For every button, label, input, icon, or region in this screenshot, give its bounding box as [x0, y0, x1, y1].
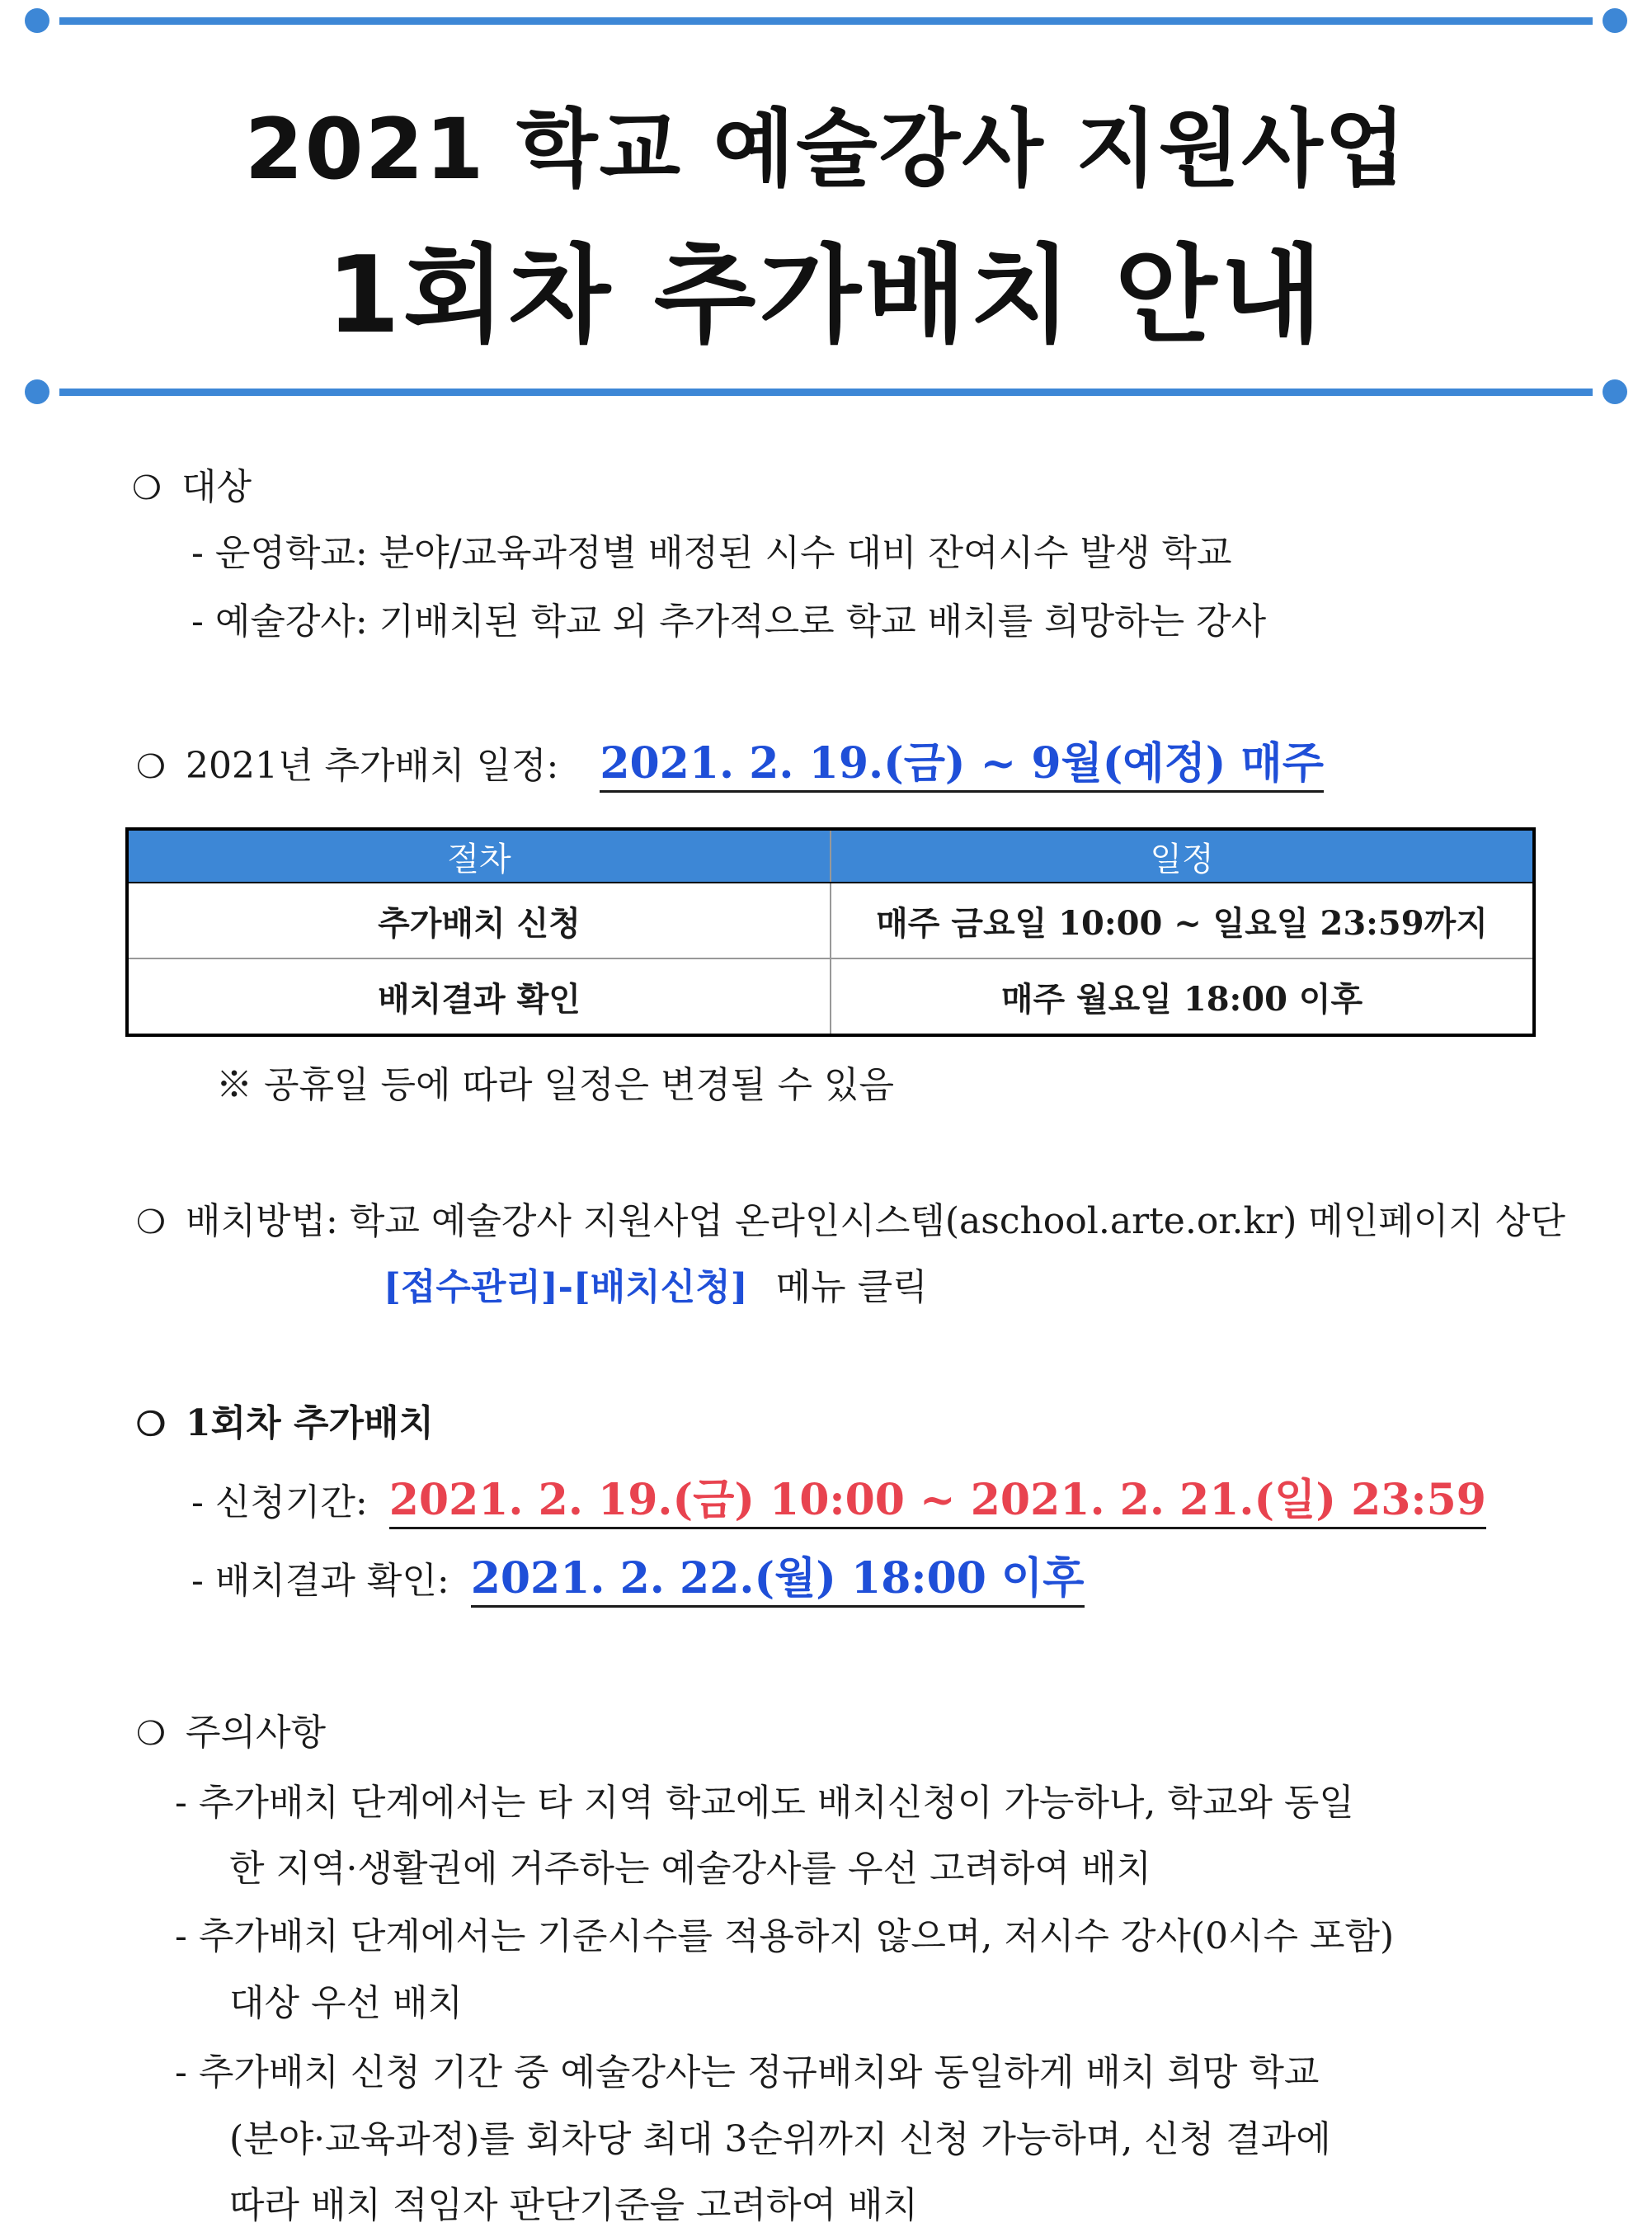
page-title: 2021 학교 예술강사 지원사업 [244, 101, 1408, 199]
round1-apply-line [191, 1475, 1486, 1526]
apply-label: - 신청기간: [191, 1481, 368, 1524]
apply-period: 2021. 2. 19.(금) 10:00 ~ 2021. 2. 21.(일) 23:59 [389, 1475, 1486, 1529]
round1-heading: ❍ 1회차 추가배치 [136, 1402, 434, 1444]
schedule-label: 2021년 추가배치 일정: [186, 745, 559, 787]
schedule-note: ※ 공휴일 등에 따라 일정은 변경될 수 있음 [216, 1064, 894, 1106]
menu-path: [접수관리]-[배치신청] [384, 1266, 748, 1308]
target-item-school: - 운영학교: 분야/교육과정별 배정된 시수 대비 잔여시수 발생 학교 [191, 532, 1232, 574]
bullet-icon: ❍ [132, 469, 162, 507]
table-row [127, 883, 1534, 958]
round1-result-line [191, 1553, 1085, 1604]
schedule-line [136, 738, 1324, 789]
schedule-table [125, 827, 1536, 1037]
bottom-divider [25, 379, 1627, 404]
caution-line: (분야·교육과정)를 회차당 최대 3순위까지 신청 가능하며, 신청 결과에 [229, 2118, 1331, 2160]
bullet-icon: ❍ [136, 1715, 166, 1753]
caution-line: - 추가배치 신청 기간 중 예술강사는 정규배치와 동일하게 배치 희망 학교 [175, 2051, 1320, 2093]
divider-dot [1603, 8, 1627, 33]
divider-dot [25, 379, 49, 404]
caution-line: 한 지역·생활권에 거주하는 예술강사를 우선 고려하여 배치 [229, 1848, 1151, 1890]
method-line: ❍ 배치방법: 학교 예술강사 지원사업 온라인시스템(aschool.arte.or.kr) 메인페이지 상단 [136, 1200, 1565, 1242]
method-menu-line [384, 1266, 928, 1310]
bullet-icon: ❍ [136, 1203, 166, 1241]
result-label: - 배치결과 확인: [191, 1560, 449, 1602]
table-header-cell: 절차 [127, 829, 831, 883]
top-divider [25, 8, 1627, 33]
caution-heading: ❍ 주의사항 [136, 1712, 327, 1754]
caution-line: 따라 배치 적임자 판단기준을 고려하여 배치 [229, 2184, 919, 2226]
divider-dot [25, 8, 49, 33]
table-cell: 매주 월요일 18:00 이후 [1000, 979, 1363, 1019]
table-header-row [127, 829, 1534, 883]
target-item-instructor: - 예술강사: 기배치된 학교 외 추가적으로 학교 배치를 희망하는 강사 [191, 600, 1267, 643]
result-date: 2021. 2. 22.(월) 18:00 이후 [471, 1553, 1085, 1608]
schedule-value: 2021. 2. 19.(금) ~ 9월(예정) 매주 [600, 738, 1324, 793]
divider-dot [1603, 379, 1627, 404]
caution-line: 대상 우선 배치 [229, 1982, 463, 2024]
table-cell: 매주 금요일 10:00 ~ 일요일 23:59까지 [831, 883, 1534, 958]
target-heading: ❍ 대상 [132, 466, 252, 508]
table-row [127, 958, 1534, 1035]
divider-line [59, 17, 1593, 25]
table-header-cell: 일정 [831, 829, 1534, 883]
caution-line: - 추가배치 단계에서는 기준시수를 적용하지 않으며, 저시수 강사(0시수 포함) [175, 1915, 1395, 1957]
page-subtitle: 1회차 추가배치 안내 [326, 234, 1326, 357]
menu-click-text: 메뉴 클릭 [775, 1266, 928, 1308]
divider-line [59, 389, 1593, 396]
caution-line: - 추가배치 단계에서는 타 지역 학교에도 배치신청이 가능하나, 학교와 동일 [175, 1782, 1354, 1824]
bullet-icon: ❍ [136, 1405, 166, 1443]
table-cell: 추가배치 신청 [127, 883, 831, 958]
table-cell: 배치결과 확인 [127, 958, 831, 1035]
bullet-icon: ❍ [136, 748, 166, 786]
